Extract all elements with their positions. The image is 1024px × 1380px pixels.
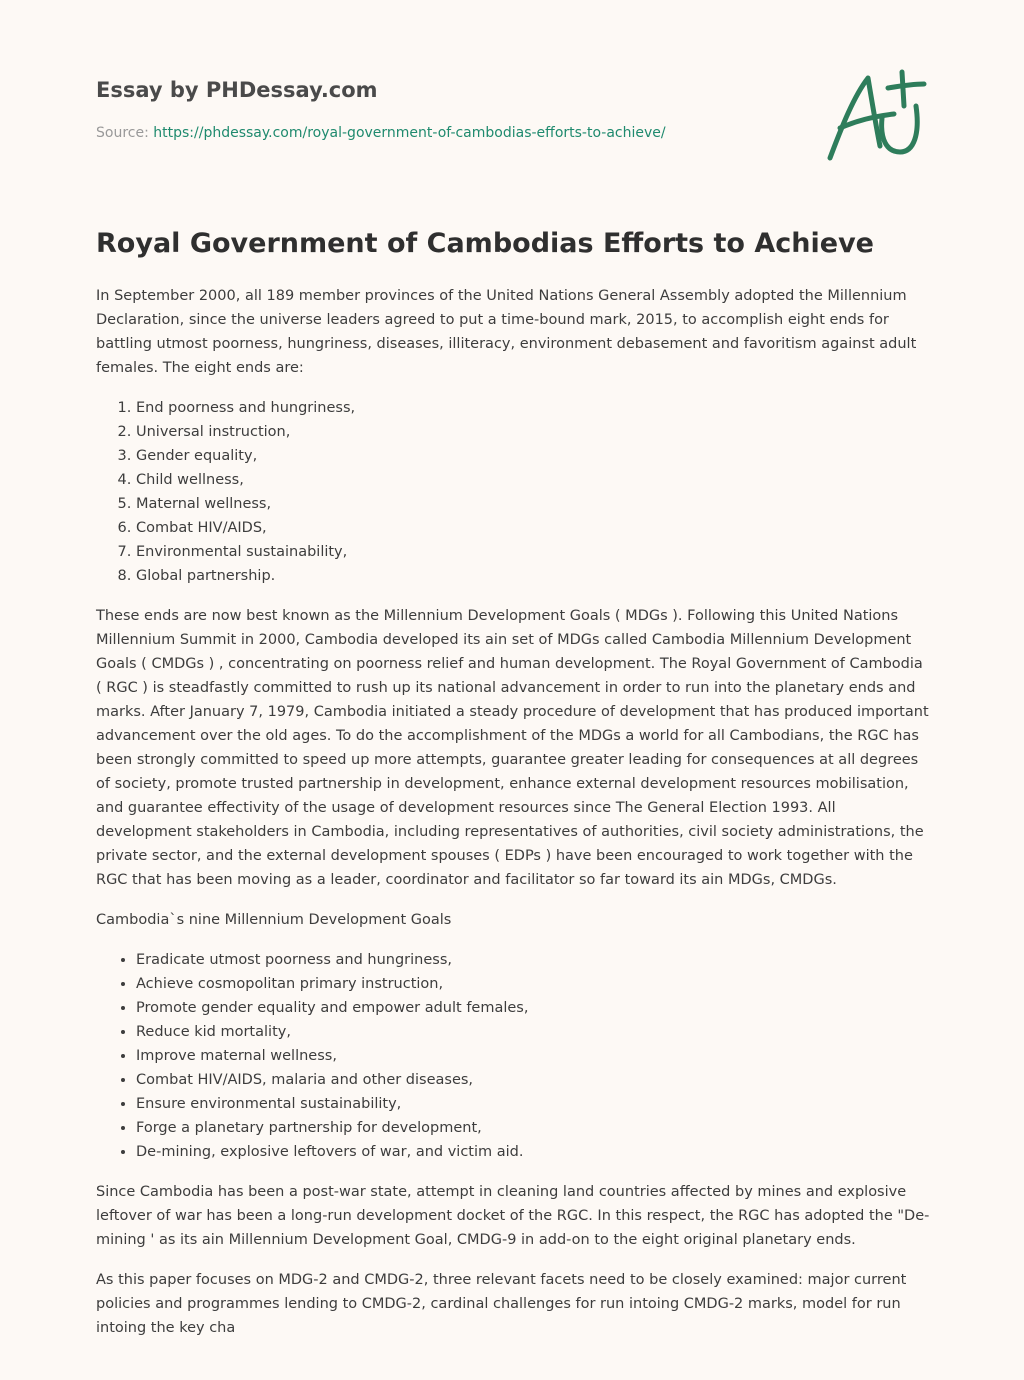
goal-list-item: 7. Environmental sustainability, (136, 540, 932, 564)
source-link[interactable]: https://phdessay.com/royal-government-of-cambodias-efforts-to-achieve/ (153, 125, 666, 141)
intro-paragraph: In September 2000, all 189 member provinces of the United Nations General Assembly adopted the Millennium Declaration, since the universe leaders agreed to put a time-bound mark, 2015, to accomplish eight ends for battling utmost poorness, hungriness, diseases, illiteracy, environment debasement and favoritism against adult females. The eight ends are: (96, 288, 917, 376)
demining-paragraph: Since Cambodia has been a post-war state, attempt in cleaning land countries affected by mines and explosive leftover of war has been a long-run development docket of the RGC. In this respect, the RGC has adopted the "De-mining ' as its ain Millennium Development Goal, CMDG-9 in add-on to the eight original planetary ends. (96, 1184, 930, 1248)
cambodia-goals-list (96, 948, 932, 1164)
cmdg-heading: Cambodia`s nine Millennium Development Goals (96, 912, 452, 928)
cmdg-list-item: • Improve maternal wellness, (136, 1044, 932, 1068)
cmdg-list-item: • Eradicate utmost poorness and hungriness, (136, 948, 932, 972)
goal-list-item: 8. Global partnership. (136, 564, 932, 588)
cmdg-list-item: • Ensure environmental sustainability, (136, 1092, 932, 1116)
article-body (96, 284, 932, 1356)
cmdg-list-item: • Promote gender equality and empower adult females, (136, 996, 932, 1020)
goal-list-item: 5. Maternal wellness, (136, 492, 932, 516)
mdg-paragraph: These ends are now best known as the Millennium Development Goals ( MDGs ). Following this United Nations Millennium Summit in 2000, Cambodia developed its ain set of MDGs called Cambodia Millennium Development Goals ( CMDGs ) , concentrating on poorness relief and human development. The Royal Government of Cambodia ( RGC ) is steadfastly committed to rush up its national advancement in order to run into the planetary ends and marks. After January 7, 1979, Cambodia initiated a steady procedure of development that has produced important advancement over the old ages. To do the accomplishment of the MDGs a world for all Cambodians, the RGC has been strongly committed to speed up more attempts, guarantee greater leading for consequences at all degrees of society, promote trusted partnership in development, enhance external development resources mobilisation, and guarantee effectivity of the usage of development resources since The General Election 1993. All development stakeholders in Cambodia, including representatives of authorities, civil society administrations, the private sector, and the external development spouses ( EDPs ) have been encouraged to work together with the RGC that has been moving as a leader, coordinator and facilitator so far toward its ain MDGs, CMDGs. (96, 608, 929, 888)
cmdg-list-item: • Achieve cosmopolitan primary instruction, (136, 972, 932, 996)
cmdg-list-item: • De-mining, explosive leftovers of war, and victim aid. (136, 1140, 932, 1164)
focus-paragraph: As this paper focuses on MDG-2 and CMDG-2, three relevant facets need to be closely examined: major current policies and programmes lending to CMDG-2, cardinal challenges for run intoing CMDG-2 marks, model for run intoing the key cha (96, 1272, 907, 1336)
site-brand: Essay by PHDessay.com (96, 78, 378, 102)
source-line (96, 125, 666, 141)
goal-list-item: 3. Gender equality, (136, 444, 932, 468)
cmdg-list-item: • Reduce kid mortality, (136, 1020, 932, 1044)
cmdg-list-item: • Combat HIV/AIDS, malaria and other diseases, (136, 1068, 932, 1092)
a-plus-grade-icon (820, 66, 930, 166)
goal-list-item: 6. Combat HIV/AIDS, (136, 516, 932, 540)
source-label: Source: (96, 125, 154, 141)
goal-list-item: 1. End poorness and hungriness, (136, 396, 932, 420)
article-title: Royal Government of Cambodias Efforts to Achieve (96, 228, 874, 259)
goal-list-item: 2. Universal instruction, (136, 420, 932, 444)
goal-list-item: 4. Child wellness, (136, 468, 932, 492)
global-goals-list (96, 396, 932, 588)
cmdg-list-item: • Forge a planetary partnership for development, (136, 1116, 932, 1140)
